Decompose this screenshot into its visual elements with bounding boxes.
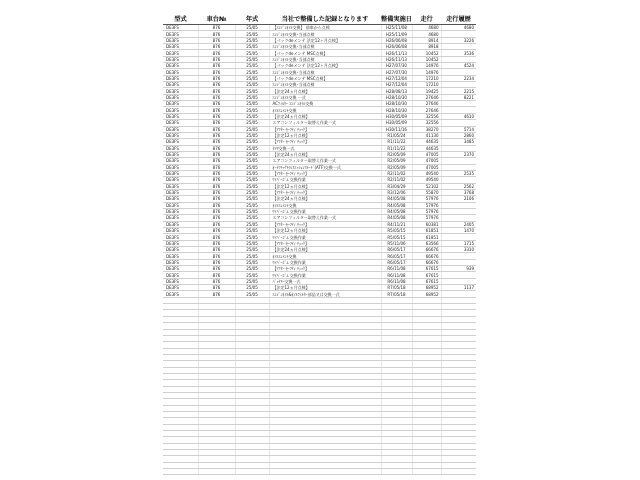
cell-mileage: 47005 <box>412 158 441 164</box>
cell-service-date: R2/11/02 <box>381 170 412 176</box>
cell-chassis-number: 876 <box>198 69 235 75</box>
cell-mileage-history: 5714 <box>441 126 476 132</box>
cell-service-date: H30/05/09 <box>381 120 412 126</box>
cell-model-year: 25/05 <box>235 189 269 195</box>
cell-mileage: 10452 <box>412 50 441 56</box>
cell-model-year: 25/05 <box>235 94 269 100</box>
cell-service-date: R4/05/08 <box>381 215 412 221</box>
cell-record-description: ｵｰﾄﾏﾁｯｸﾄﾗﾝｽﾐｯｼｮﾝﾌﾙｰﾄﾞ(ATF)交換一式 <box>269 164 381 170</box>
cell-model: DE3FS <box>163 132 198 138</box>
cell-mileage-history: 4610 <box>441 113 476 119</box>
cell-chassis-number: 876 <box>198 63 235 69</box>
cell-record-description: 【ｱﾌﾀｰ ｾｰﾌﾃｨ ﾁｪｯｸ】 <box>269 266 381 272</box>
cell-model-year: 25/05 <box>235 183 269 189</box>
cell-model: DE3FS <box>163 183 198 189</box>
header-mileage: 走行 <box>412 12 441 25</box>
cell-model-year: 25/05 <box>235 164 269 170</box>
cell-model: DE3FS <box>163 82 198 88</box>
cell-model-year: 25/05 <box>235 234 269 240</box>
cell-model-year: 25/05 <box>235 120 269 126</box>
cell-mileage: 66676 <box>412 247 441 253</box>
cell-model-year: 25/05 <box>235 75 269 81</box>
cell-chassis-number: 876 <box>198 253 235 259</box>
cell-service-date: R2/05/09 <box>381 151 412 157</box>
cell-chassis-number: 876 <box>198 37 235 43</box>
cell-service-date: R3/04/29 <box>381 183 412 189</box>
cell-record-description: 【ｱﾌﾀｰ ｾｰﾌﾃｨ ﾁｪｯｸ】 <box>269 189 381 195</box>
cell-service-date: H27/12/04 <box>381 75 412 81</box>
cell-mileage-history: 2405 <box>441 221 476 227</box>
cell-model-year: 25/05 <box>235 285 269 291</box>
cell-model-year: 25/05 <box>235 170 269 176</box>
cell-model: DE3FS <box>163 120 198 126</box>
cell-model: DE3FS <box>163 177 198 183</box>
cell-record-description: 【法定12ヵ月点検】 <box>269 183 381 189</box>
cell-model: DE3FS <box>163 158 198 164</box>
cell-mileage: 32556 <box>412 113 441 119</box>
cell-service-date: R1/11/22 <box>381 145 412 151</box>
cell-mileage: 32556 <box>412 120 441 126</box>
cell-model: DE3FS <box>163 234 198 240</box>
cell-chassis-number: 876 <box>198 189 235 195</box>
cell-mileage: 66676 <box>412 259 441 265</box>
cell-record-description: 【ｱﾌﾀｰ ｾｰﾌﾃｨ ﾁｪｯｸ】 <box>269 221 381 227</box>
cell-mileage-history: 2234 <box>441 75 476 81</box>
cell-model: DE3FS <box>163 37 198 43</box>
cell-chassis-number: 876 <box>198 177 235 183</box>
cell-model: DE3FS <box>163 88 198 94</box>
cell-chassis-number: 876 <box>198 44 235 50</box>
cell-record-description: ﾊﾞｯﾃﾘｰ交換一式 <box>269 278 381 284</box>
cell-model-year: 25/05 <box>235 44 269 50</box>
cell-chassis-number: 876 <box>198 151 235 157</box>
cell-model-year: 25/05 <box>235 202 269 208</box>
cell-model: DE3FS <box>163 25 198 31</box>
cell-model-year: 25/05 <box>235 291 269 297</box>
header-record-description: 当社で整備した記録となります <box>269 12 381 25</box>
cell-model-year: 25/05 <box>235 177 269 183</box>
cell-mileage: 17210 <box>412 75 441 81</box>
cell-mileage: 57976 <box>412 202 441 208</box>
cell-record-description: 【法定24ヵ月点検】 <box>269 88 381 94</box>
cell-record-description: 【法定24ヵ月点検】 <box>269 151 381 157</box>
cell-mileage: 67615 <box>412 278 441 284</box>
cell-model: DE3FS <box>163 291 198 297</box>
cell-chassis-number: 876 <box>198 50 235 56</box>
cell-chassis-number: 876 <box>198 234 235 240</box>
cell-mileage-history: 2562 <box>441 183 476 189</box>
cell-model-year: 25/05 <box>235 126 269 132</box>
header-model: 型式 <box>163 12 198 25</box>
cell-chassis-number: 876 <box>198 31 235 37</box>
cell-mileage: 14976 <box>412 63 441 69</box>
cell-record-description: エアコンフィルター取替え作業一式 <box>269 215 381 221</box>
cell-model: DE3FS <box>163 94 198 100</box>
cell-service-date: H27/07/30 <box>381 63 412 69</box>
cell-model: DE3FS <box>163 164 198 170</box>
cell-mileage: 49540 <box>412 177 441 183</box>
empty-cell <box>198 469 235 475</box>
cell-service-date: R7/05/18 <box>381 291 412 297</box>
cell-model-year: 25/05 <box>235 247 269 253</box>
cell-chassis-number: 876 <box>198 132 235 138</box>
cell-chassis-number: 876 <box>198 278 235 284</box>
cell-model: DE3FS <box>163 139 198 145</box>
cell-mileage-history: 2215 <box>441 88 476 94</box>
cell-model-year: 25/05 <box>235 139 269 145</box>
cell-service-date: R6/11/08 <box>381 266 412 272</box>
cell-record-description: 【パックdeメンテ 法定12ヶ月点検】 <box>269 37 381 43</box>
cell-service-date: H26/06/08 <box>381 37 412 43</box>
cell-mileage-history: 8221 <box>441 94 476 100</box>
cell-mileage-history: 3310 <box>441 247 476 253</box>
cell-model-year: 25/05 <box>235 145 269 151</box>
cell-model: DE3FS <box>163 259 198 265</box>
cell-model-year: 25/05 <box>235 259 269 265</box>
cell-chassis-number: 876 <box>198 247 235 253</box>
cell-record-description: ｵｲﾙｴﾚﾒﾝﾄ交換 <box>269 202 381 208</box>
cell-mileage: 52102 <box>412 183 441 189</box>
cell-service-date: R4/05/08 <box>381 196 412 202</box>
cell-mileage: 47005 <box>412 151 441 157</box>
cell-mileage: 57976 <box>412 215 441 221</box>
cell-model-year: 25/05 <box>235 113 269 119</box>
cell-model-year: 25/05 <box>235 107 269 113</box>
cell-mileage: 27646 <box>412 94 441 100</box>
cell-service-date: H27/07/30 <box>381 69 412 75</box>
cell-record-description: 【パックdeメンテ MSC点検】 <box>269 75 381 81</box>
cell-mileage-history: 4680 <box>441 25 476 31</box>
cell-service-date: H27/12/04 <box>381 82 412 88</box>
header-model-year: 年式 <box>235 12 269 25</box>
cell-model: DE3FS <box>163 113 198 119</box>
empty-cell <box>441 469 476 475</box>
cell-service-date: H26/06/08 <box>381 44 412 50</box>
cell-service-date: H25/11/09 <box>381 31 412 37</box>
cell-record-description: 【ｱﾌﾀｰ ｾｰﾌﾃｨ ﾁｪｯｸ】 <box>269 126 381 132</box>
cell-model-year: 25/05 <box>235 196 269 202</box>
cell-record-description: ｴﾝｼﾞﾝｵｲﾙ交換･当部点検 <box>269 56 381 62</box>
cell-service-date: R2/05/09 <box>381 158 412 164</box>
cell-chassis-number: 876 <box>198 56 235 62</box>
cell-model: DE3FS <box>163 208 198 214</box>
cell-mileage: 8914 <box>412 37 441 43</box>
cell-record-description: 【法定12ヵ月点検】 <box>269 285 381 291</box>
cell-mileage: 4680 <box>412 31 441 37</box>
cell-record-description: エアコンフィルター取替え作業一式 <box>269 158 381 164</box>
header-row <box>163 12 476 25</box>
cell-service-date: R6/11/08 <box>381 272 412 278</box>
cell-mileage-history: 2860 <box>441 132 476 138</box>
cell-mileage: 66676 <box>412 253 441 259</box>
cell-mileage-history: 1715 <box>441 240 476 246</box>
cell-model-year: 25/05 <box>235 240 269 246</box>
cell-mileage: 44635 <box>412 139 441 145</box>
cell-record-description: ﾜｲﾊﾟｰｺﾞﾑ 交換作業 <box>269 208 381 214</box>
cell-model-year: 25/05 <box>235 69 269 75</box>
maintenance-table <box>163 12 476 475</box>
cell-service-date: H26/11/13 <box>381 56 412 62</box>
cell-record-description: 【ｴﾝｼﾞﾝｵｲﾙ交換】 前車から点検 <box>269 25 381 31</box>
empty-cell <box>235 469 269 475</box>
cell-mileage: 60381 <box>412 221 441 227</box>
empty-cell <box>412 469 441 475</box>
cell-record-description: ｵｲﾙｴﾚﾒﾝﾄ交換 <box>269 107 381 113</box>
cell-chassis-number: 876 <box>198 164 235 170</box>
cell-record-description: ｴﾝｼﾞﾝｵｲﾙ交換･当部点検 <box>269 44 381 50</box>
cell-model: DE3FS <box>163 228 198 234</box>
cell-mileage-history: 2535 <box>441 170 476 176</box>
cell-model-year: 25/05 <box>235 278 269 284</box>
cell-chassis-number: 876 <box>198 259 235 265</box>
cell-mileage: 14976 <box>412 69 441 75</box>
cell-mileage-history: 3536 <box>441 50 476 56</box>
cell-record-description: ｴﾝｼﾞﾝｵｲﾙ交換･当部点検 <box>269 69 381 75</box>
cell-mileage: 8918 <box>412 44 441 50</box>
cell-mileage-history: 1470 <box>441 228 476 234</box>
cell-mileage-history: 939 <box>441 266 476 272</box>
empty-table-row <box>163 469 476 475</box>
cell-chassis-number: 876 <box>198 94 235 100</box>
cell-model-year: 25/05 <box>235 88 269 94</box>
cell-mileage: 68952 <box>412 291 441 297</box>
cell-record-description: 【ｱﾌﾀｰ ｾｰﾌﾃｨ ﾁｪｯｸ】 <box>269 139 381 145</box>
cell-model-year: 25/05 <box>235 82 269 88</box>
cell-mileage: 10452 <box>412 56 441 62</box>
cell-chassis-number: 876 <box>198 285 235 291</box>
cell-service-date: R4/05/08 <box>381 202 412 208</box>
cell-service-date: R2/11/02 <box>381 177 412 183</box>
cell-record-description: 【法定12ヵ月点検】 <box>269 132 381 138</box>
cell-model: DE3FS <box>163 253 198 259</box>
cell-mileage-history: 3226 <box>441 37 476 43</box>
header-mileage-history: 走行履歴 <box>441 12 476 25</box>
cell-record-description: ﾜｲﾊﾟｰｺﾞﾑ 交換作業 <box>269 177 381 183</box>
cell-model-year: 25/05 <box>235 151 269 157</box>
cell-model: DE3FS <box>163 266 198 272</box>
cell-service-date: R6/11/08 <box>381 278 412 284</box>
header-chassis-number: 車台№ <box>198 12 235 25</box>
cell-model: DE3FS <box>163 101 198 107</box>
cell-chassis-number: 876 <box>198 272 235 278</box>
cell-chassis-number: 876 <box>198 107 235 113</box>
cell-record-description: ﾜｲﾊﾟｰｺﾞﾑ 交換作業 <box>269 259 381 265</box>
cell-chassis-number: 876 <box>198 170 235 176</box>
cell-service-date: H30/11/16 <box>381 126 412 132</box>
maintenance-record-sheet <box>163 12 476 475</box>
cell-chassis-number: 876 <box>198 183 235 189</box>
cell-mileage: 49540 <box>412 170 441 176</box>
cell-record-description: ｵｲﾙｴﾚﾒﾝﾄ交換 <box>269 253 381 259</box>
cell-service-date: R6/05/17 <box>381 247 412 253</box>
cell-model: DE3FS <box>163 170 198 176</box>
cell-model-year: 25/05 <box>235 132 269 138</box>
cell-model-year: 25/05 <box>235 208 269 214</box>
cell-chassis-number: 876 <box>198 240 235 246</box>
cell-model: DE3FS <box>163 31 198 37</box>
cell-mileage: 38270 <box>412 126 441 132</box>
cell-service-date: H26/11/13 <box>381 50 412 56</box>
cell-mileage-history: 2370 <box>441 151 476 157</box>
cell-chassis-number: 876 <box>198 158 235 164</box>
cell-model: DE3FS <box>163 107 198 113</box>
cell-model-year: 25/05 <box>235 215 269 221</box>
cell-chassis-number: 876 <box>198 82 235 88</box>
cell-record-description: 【パックdeメンテ MSC点検】 <box>269 50 381 56</box>
cell-service-date: R4/05/08 <box>381 208 412 214</box>
cell-service-date: H28/10/30 <box>381 101 412 107</box>
cell-mileage: 68952 <box>412 285 441 291</box>
cell-model: DE3FS <box>163 145 198 151</box>
cell-chassis-number: 876 <box>198 120 235 126</box>
cell-record-description: ﾜｲﾊﾟｰｺﾞﾑ 交換作業 <box>269 234 381 240</box>
cell-chassis-number: 876 <box>198 113 235 119</box>
cell-service-date: R1/11/22 <box>381 139 412 145</box>
cell-model-year: 25/05 <box>235 56 269 62</box>
cell-model: DE3FS <box>163 126 198 132</box>
cell-model: DE3FS <box>163 215 198 221</box>
cell-record-description: 【パックdeメンテ 法定12ヶ月点検】 <box>269 63 381 69</box>
cell-model: DE3FS <box>163 56 198 62</box>
cell-record-description: エアコンフィルター取替え作業一式 <box>269 120 381 126</box>
empty-cell <box>381 469 412 475</box>
cell-service-date: R5/11/06 <box>381 240 412 246</box>
cell-service-date: R4/11/21 <box>381 221 412 227</box>
cell-chassis-number: 876 <box>198 145 235 151</box>
cell-service-date: H28/10/30 <box>381 94 412 100</box>
cell-mileage-history: 4524 <box>441 63 476 69</box>
cell-chassis-number: 876 <box>198 75 235 81</box>
cell-service-date: R5/05/15 <box>381 234 412 240</box>
cell-model: DE3FS <box>163 63 198 69</box>
cell-chassis-number: 876 <box>198 25 235 31</box>
cell-model: DE3FS <box>163 189 198 195</box>
cell-model: DE3FS <box>163 196 198 202</box>
cell-model-year: 25/05 <box>235 37 269 43</box>
cell-chassis-number: 876 <box>198 88 235 94</box>
cell-model: DE3FS <box>163 247 198 253</box>
cell-chassis-number: 876 <box>198 228 235 234</box>
cell-mileage: 47005 <box>412 164 441 170</box>
table-body <box>163 25 476 475</box>
cell-record-description: 【ｱﾌﾀｰ ｾｰﾌﾃｨ ﾁｪｯｸ】 <box>269 240 381 246</box>
cell-model-year: 25/05 <box>235 25 269 31</box>
cell-model-year: 25/05 <box>235 101 269 107</box>
cell-record-description: 【ｱﾌﾀｰ ｾｰﾌﾃｨ ﾁｪｯｸ】 <box>269 170 381 176</box>
cell-service-date: R1/05/24 <box>381 132 412 138</box>
cell-model-year: 25/05 <box>235 31 269 37</box>
cell-service-date: R3/12/06 <box>381 189 412 195</box>
cell-chassis-number: 876 <box>198 266 235 272</box>
cell-mileage: 27646 <box>412 107 441 113</box>
cell-model: DE3FS <box>163 272 198 278</box>
cell-chassis-number: 876 <box>198 215 235 221</box>
cell-model: DE3FS <box>163 75 198 81</box>
cell-model: DE3FS <box>163 240 198 246</box>
cell-record-description: ACﾌｨﾙﾀｰ ｴﾝｼﾞﾝｵｲﾙ交換 <box>269 101 381 107</box>
cell-service-date: R7/05/18 <box>381 285 412 291</box>
cell-chassis-number: 876 <box>198 221 235 227</box>
cell-record-description: ｴﾝｼﾞﾝｵｲﾙ交換･当部点検 <box>269 31 381 37</box>
empty-cell <box>269 469 381 475</box>
cell-mileage: 41130 <box>412 132 441 138</box>
cell-model-year: 25/05 <box>235 266 269 272</box>
cell-record-description: 【法定12ヵ月点検】 <box>269 228 381 234</box>
empty-cell <box>163 469 198 475</box>
cell-record-description: 【法定24ヵ月点検】 <box>269 247 381 253</box>
cell-model-year: 25/05 <box>235 158 269 164</box>
cell-record-description: ｴﾝｼﾞﾝｵｲﾙ交換･当部点検 <box>269 82 381 88</box>
cell-model: DE3FS <box>163 221 198 227</box>
cell-model-year: 25/05 <box>235 50 269 56</box>
cell-service-date: R5/05/15 <box>381 228 412 234</box>
cell-chassis-number: 876 <box>198 101 235 107</box>
cell-service-date: H30/05/09 <box>381 113 412 119</box>
cell-service-date: H28/10/30 <box>381 107 412 113</box>
cell-model: DE3FS <box>163 285 198 291</box>
cell-model-year: 25/05 <box>235 272 269 278</box>
cell-model: DE3FS <box>163 151 198 157</box>
cell-model-year: 25/05 <box>235 253 269 259</box>
cell-mileage: 67615 <box>412 266 441 272</box>
cell-mileage: 44635 <box>412 145 441 151</box>
cell-mileage: 67615 <box>412 272 441 278</box>
cell-service-date: R2/05/09 <box>381 164 412 170</box>
cell-mileage-history: 1137 <box>441 285 476 291</box>
cell-service-date: H28/08/13 <box>381 88 412 94</box>
cell-record-description: 【法定24ヵ月点検】 <box>269 113 381 119</box>
cell-chassis-number: 876 <box>198 202 235 208</box>
cell-service-date: R6/05/17 <box>381 259 412 265</box>
cell-record-description: 【法定24ヵ月点検】 <box>269 196 381 202</box>
cell-mileage-history: 3768 <box>441 189 476 195</box>
cell-model-year: 25/05 <box>235 221 269 227</box>
cell-mileage: 17210 <box>412 82 441 88</box>
cell-mileage: 55870 <box>412 189 441 195</box>
cell-mileage-history: 3485 <box>441 139 476 145</box>
cell-chassis-number: 876 <box>198 139 235 145</box>
cell-model-year: 25/05 <box>235 228 269 234</box>
cell-mileage: 63566 <box>412 240 441 246</box>
cell-record-description: ﾜｲﾊﾟｰｺﾞﾑ 交換作業 <box>269 272 381 278</box>
cell-service-date: H25/11/08 <box>381 25 412 31</box>
cell-mileage: 27646 <box>412 101 441 107</box>
cell-mileage: 4680 <box>412 25 441 31</box>
cell-record-description: ﾀｲﾔ交換一式 <box>269 145 381 151</box>
cell-record-description: ｴﾝｼﾞﾝｵｲﾙ&ｵｲﾙﾌｨﾙﾀｰ部品又は交換一式 <box>269 291 381 297</box>
cell-mileage: 61851 <box>412 228 441 234</box>
cell-mileage: 57976 <box>412 208 441 214</box>
cell-record-description: ｴﾝｼﾞﾝｵｲﾙ交換 一式 <box>269 94 381 100</box>
cell-model: DE3FS <box>163 69 198 75</box>
cell-chassis-number: 876 <box>198 291 235 297</box>
cell-model-year: 25/05 <box>235 63 269 69</box>
cell-service-date: R6/05/17 <box>381 253 412 259</box>
cell-mileage: 19425 <box>412 88 441 94</box>
cell-mileage-history: 2106 <box>441 196 476 202</box>
cell-model: DE3FS <box>163 50 198 56</box>
cell-chassis-number: 876 <box>198 208 235 214</box>
cell-mileage: 57976 <box>412 196 441 202</box>
cell-model: DE3FS <box>163 278 198 284</box>
cell-model: DE3FS <box>163 202 198 208</box>
cell-chassis-number: 876 <box>198 196 235 202</box>
header-service-date: 整備実施日 <box>381 12 412 25</box>
cell-mileage: 61851 <box>412 234 441 240</box>
cell-chassis-number: 876 <box>198 126 235 132</box>
cell-model: DE3FS <box>163 44 198 50</box>
